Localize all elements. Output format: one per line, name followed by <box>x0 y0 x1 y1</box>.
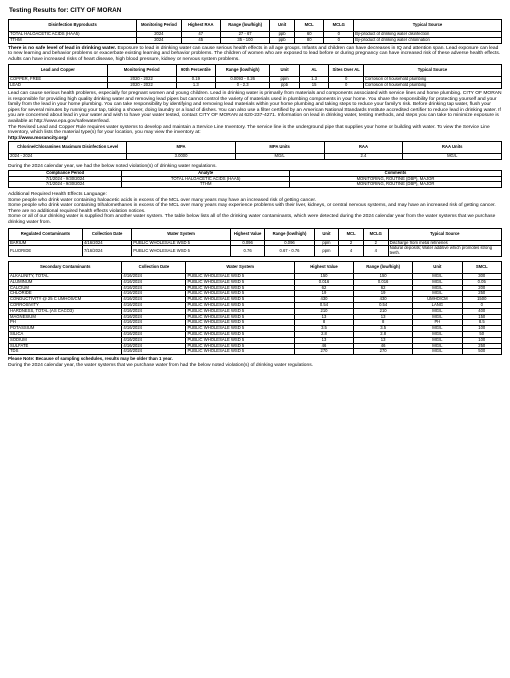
table-cell: 2.8 <box>354 332 413 338</box>
viol_table-header: Comments <box>289 170 501 176</box>
table-cell: SULFATE <box>9 343 122 349</box>
table-cell: MG/L <box>413 326 462 332</box>
table-cell: 2024 - 2024 <box>9 154 127 160</box>
table-cell: ppm <box>314 246 339 257</box>
table-cell: 4 <box>363 246 388 257</box>
table-cell: 8 <box>294 320 353 326</box>
table-cell: PUBLIC WHOLESALE WSD 5 <box>186 326 294 332</box>
table-cell: ppm <box>270 77 300 83</box>
table-cell: MG/L <box>413 291 462 297</box>
table-cell: 0.54 <box>294 303 353 309</box>
table-cell: MONITORING, ROUTINE (DBP), MAJOR <box>289 182 501 188</box>
table-cell: 13 <box>294 337 353 343</box>
reg_table-header: MCLG <box>363 228 388 240</box>
table-cell: 0.096 <box>230 240 265 246</box>
table-cell: PUBLIC WHOLESALE WSD 5 <box>132 240 231 246</box>
table-cell: 4 <box>339 246 364 257</box>
sec_table-header: Water System <box>186 262 294 274</box>
lc_table-header: Typical Source <box>363 65 501 77</box>
health-effects-tthm: Some people who drink water containing trihalomethanes in excess of the MCL over many years may experience problems with their liver, kidneys, or central nervous systems, and may have an increased risk of getting cancer. There are no additional required health effects violation notices. <box>8 203 496 214</box>
table-cell: 0.54 <box>354 303 413 309</box>
table-cell: MG/L <box>413 343 462 349</box>
table-cell: CONDUCTIVITY @ 25 C UMHOS/CM <box>9 297 122 303</box>
table-cell: 4/16/2024 <box>82 240 131 246</box>
sec_table-header: Collection Date <box>122 262 186 274</box>
table-cell: 8 <box>354 320 413 326</box>
viol_table-header: Analyte <box>122 170 290 176</box>
table-cell: 19 <box>354 291 413 297</box>
table-cell: MG/L <box>403 154 502 160</box>
table-cell: COPPER, FREE <box>9 77 108 83</box>
lc_table-header: AL <box>299 65 329 77</box>
table-cell: 4/16/2024 <box>122 285 186 291</box>
table-cell: PH <box>9 320 122 326</box>
table-cell: Corrosion of household plumbing <box>363 83 501 89</box>
table-cell: 0 - 2.3 <box>216 83 270 89</box>
table-cell: PUBLIC WHOLESALE WSD 5 <box>186 314 294 320</box>
reg_table-header: Water System <box>132 228 231 240</box>
sec_table-header: SMCL <box>462 262 501 274</box>
table-cell: 46 <box>294 343 353 349</box>
reg_table-header: Unit <box>314 228 339 240</box>
table-cell: FLUORIDE <box>9 246 83 257</box>
table-cell: 1500 <box>462 297 501 303</box>
health-effects-haa5: Some people who drink water containing haloacetic acids in excess of the MCL over many years may have an increased risk of getting cancer. <box>8 197 317 203</box>
table-cell: 250 <box>462 343 501 349</box>
table-cell: 7/1/2024 - 9/30/2024 <box>9 176 122 182</box>
table-cell: By-product of drinking water chlorination <box>354 37 502 43</box>
dbp-table <box>8 19 502 44</box>
table-row <box>9 349 502 355</box>
lc_table-header: 90th Percentile <box>176 65 215 77</box>
table-cell: 4/16/2024 <box>122 343 186 349</box>
reg_table-header: Highest Value <box>230 228 265 240</box>
table-row <box>9 246 502 257</box>
lc_table-header: Range (low/high) <box>216 65 270 77</box>
purchased-water-text: Some or all of our drinking water is supplied from another water system. The table below lists all of the drinking water contaminants, which were detected during the 2024 calendar year from the water systems that we purchase drinking water from. <box>8 214 496 226</box>
table-cell: 0.76 <box>230 246 265 257</box>
table-cell: 46 <box>354 343 413 349</box>
table-cell: MG/L <box>413 349 462 355</box>
table-cell: 3.0000 <box>127 154 235 160</box>
dbp_table-header: Unit <box>270 20 295 32</box>
table-cell: 0.05 <box>462 279 501 285</box>
table-cell: PUBLIC WHOLESALE WSD 5 <box>186 279 294 285</box>
table-cell: 62 <box>354 285 413 291</box>
table-cell: 210 <box>294 308 353 314</box>
table-cell: PUBLIC WHOLESALE WSD 5 <box>186 320 294 326</box>
table-cell: 2024 <box>137 37 181 43</box>
dbp_table-header: Highest RAA <box>181 20 220 32</box>
table-cell: 2020 - 2022 <box>107 77 176 83</box>
table-cell: 60 <box>294 32 324 38</box>
table-cell: PUBLIC WHOLESALE WSD 5 <box>186 291 294 297</box>
table-cell: MG/L <box>413 314 462 320</box>
table-cell: 0.67 - 0.76 <box>265 246 314 257</box>
sec_table-header: Range (low/high) <box>354 262 413 274</box>
table-cell: ppb <box>270 37 295 43</box>
table-cell: TTHM <box>9 37 137 43</box>
table-cell: 100 <box>462 337 501 343</box>
table-cell: 27 - 67 <box>220 32 269 38</box>
table-cell: 0 <box>329 77 364 83</box>
lc_table-header: Lead and Copper <box>9 65 108 77</box>
table-cell: SODIUM <box>9 337 122 343</box>
table-cell: MG/L <box>413 337 462 343</box>
table-cell: TTHM <box>122 182 290 188</box>
table-cell: TOTAL HALOACETIC ACIDS (HAA5) <box>122 176 290 182</box>
table-cell: Natural deposits; Water additive which promotes strong teeth. <box>388 246 501 257</box>
table-cell: MG/L <box>413 332 462 338</box>
table-cell: 0 <box>462 303 501 309</box>
table-cell: 0 <box>324 32 354 38</box>
chl_table-header: MPA Units <box>235 142 324 154</box>
table-cell: ppb <box>270 32 295 38</box>
table-cell: PUBLIC WHOLESALE WSD 5 <box>186 297 294 303</box>
table-cell: 0.096 <box>265 240 314 246</box>
table-cell: 13 <box>294 314 353 320</box>
table-cell: 80 <box>294 37 324 43</box>
table-cell: 300 <box>462 274 501 280</box>
table-row <box>9 37 502 43</box>
table-cell: PUBLIC WHOLESALE WSD 5 <box>186 337 294 343</box>
table-cell: CHLORIDE <box>9 291 122 297</box>
table-cell: PUBLIC WHOLESALE WSD 5 <box>186 274 294 280</box>
table-cell: 270 <box>294 349 353 355</box>
violation-table <box>8 170 502 188</box>
sec_table-header: Secondary Contaminants <box>9 262 122 274</box>
lead-copper-table <box>8 64 502 89</box>
table-cell: 0.016 <box>354 279 413 285</box>
reg_table-header: Typical Source <box>388 228 501 240</box>
table-cell: MG/L <box>413 308 462 314</box>
table-cell: 500 <box>462 349 501 355</box>
table-cell: MONITORING, ROUTINE (DBP), MAJOR <box>289 176 501 182</box>
table-cell: 150 <box>294 274 353 280</box>
lead-intro: Exposure to lead in drinking water can cause serious health effects in all age groups. Infants and children can have decreases in IQ and attention span. Lead exposure can lead to new learning and behavior problems or exacerbate existing learning and behavior problems. The children of women who are exposed to lead before or during pregnancy can have increased risk of these adverse health effects. Adults can have increased risks of heart disease, high blood pressure, kidney or nervous system problems. <box>8 45 501 62</box>
table-cell: 210 <box>354 308 413 314</box>
table-cell: 4/16/2024 <box>122 320 186 326</box>
service-line-paragraph: The Revised Lead and Copper Rule requires water systems to develop and maintain a Service Line Inventory. The service line is the underground pipe that supplies your home or building with water. To view the Service Line Inventory, which lists the material type(s) for your location, you may view the inventory at: <box>8 124 490 136</box>
table-cell: 0.19 <box>176 77 215 83</box>
dbp_table-header: Typical Source <box>354 20 502 32</box>
table-cell: ppm <box>314 240 339 246</box>
table-cell: PUBLIC WHOLESALE WSD 5 <box>186 285 294 291</box>
lc_table-header: Unit <box>270 65 300 77</box>
reg_table-header: Collection Date <box>82 228 131 240</box>
table-cell: By-product of drinking water disinfection <box>354 32 502 38</box>
table-cell: 2020 - 2022 <box>107 83 176 89</box>
table-cell: 0 <box>329 83 364 89</box>
table-cell: 0.0093 - 0.26 <box>216 77 270 83</box>
table-cell: MG/L <box>413 274 462 280</box>
table-cell: 47 <box>181 32 220 38</box>
lc_table-header: Sites Over AL <box>329 65 364 77</box>
table-cell: 35 - 100 <box>220 37 269 43</box>
table-cell: 2.8 <box>294 332 353 338</box>
table-cell: 3.5 <box>294 326 353 332</box>
table-cell: 0.016 <box>294 279 353 285</box>
sec_table-header: Unit <box>413 262 462 274</box>
table-cell: MG/L <box>235 154 324 160</box>
table-cell: 15 <box>299 83 329 89</box>
table-cell: 250 <box>462 291 501 297</box>
chlorine-table <box>8 141 502 160</box>
table-cell: 4/16/2024 <box>122 274 186 280</box>
table-cell: PUBLIC WHOLESALE WSD 5 <box>186 349 294 355</box>
chl_table-header: MPA <box>127 142 235 154</box>
table-cell: 4/16/2024 <box>122 337 186 343</box>
table-cell: 100 <box>462 326 501 332</box>
purchase-violation-text: During the 2024 calendar year, the water systems that we purchase water from had the below noted violation(s) of drinking water regulations. <box>8 363 314 369</box>
table-cell: LEAD <box>9 83 108 89</box>
table-cell: 150 <box>354 274 413 280</box>
table-cell: 7/1/2024 - 9/30/2024 <box>9 182 122 188</box>
table-cell: PUBLIC WHOLESALE WSD 5 <box>132 246 231 257</box>
dbp_table-header: Disinfection Byproducts <box>9 20 137 32</box>
table-cell: MG/L <box>413 285 462 291</box>
lead-warning-paragraph <box>8 46 502 63</box>
table-cell: 430 <box>294 297 353 303</box>
table-cell: PUBLIC WHOLESALE WSD 5 <box>186 332 294 338</box>
report-page <box>8 0 502 369</box>
sec_table-header: Highest Value <box>294 262 353 274</box>
table-cell: PUBLIC WHOLESALE WSD 5 <box>186 308 294 314</box>
table-cell: 3.5 <box>354 326 413 332</box>
chl_table-header: RAA Units <box>403 142 502 154</box>
lead-heading: There is no safe level of lead in drinking water. <box>8 45 117 51</box>
secondary-table <box>8 261 502 355</box>
regulated-table <box>8 228 502 257</box>
table-cell: MG/L <box>413 279 462 285</box>
table-cell: 50 <box>462 332 501 338</box>
table-cell: 4/16/2024 <box>122 308 186 314</box>
table-cell: MAGNESIUM <box>9 314 122 320</box>
table-cell: PUBLIC WHOLESALE WSD 5 <box>186 343 294 349</box>
reg_table-header: MCL <box>339 228 364 240</box>
table-cell: CORROSIVITY <box>9 303 122 309</box>
dbp_table-header: Range (low/high) <box>220 20 269 32</box>
table-cell: 4/16/2024 <box>122 326 186 332</box>
table-cell: 4/16/2024 <box>122 303 186 309</box>
table-cell: 2.4 <box>324 154 403 160</box>
table-cell: 4/16/2024 <box>122 279 186 285</box>
table-cell: SILICA <box>9 332 122 338</box>
service-line-link[interactable]: http://www.morancity.org/ <box>8 135 68 141</box>
table-cell: 1.3 <box>299 77 329 83</box>
table-cell: 200 <box>462 285 501 291</box>
table-cell: 13 <box>354 337 413 343</box>
table-cell: 1.3 <box>176 83 215 89</box>
table-cell: 270 <box>354 349 413 355</box>
table-cell: 2 <box>363 240 388 246</box>
table-cell: Discharge from metal refineries <box>388 240 501 246</box>
table-cell: 4/16/2024 <box>122 297 186 303</box>
table-cell: 4/16/2024 <box>122 291 186 297</box>
page-title: Testing Results for: CITY OF MORAN <box>9 7 122 14</box>
reg_table-header: Regulated Contaminants <box>9 228 83 240</box>
reg_table-header: Range (low/high) <box>265 228 314 240</box>
dbp_table-header: MCLG <box>324 20 354 32</box>
table-cell: PH <box>413 320 462 326</box>
lead-paragraph: Lead can cause serious health problems, especially for pregnant women and young children. Lead in drinking water is primarily from materials and components associated with service lines and home plumbing. CITY OF MORAN is responsible for providing high quality drinking water and removing lead pipes but cannot control the variety of materials used in plumbing components in your home. You share the responsibility for protecting yourself and your family from the lead in your home plumbing. You can take responsibility by identifying and removing lead materials within your home plumbing and taking steps to reduce your family's risk. Before drinking tap water, flush your pipes for several minutes by running your tap, taking a shower, doing laundry or a load of dishes. You can also use a filter certified by an American National Standards Institute accredited certifier to reduce lead in drinking water. If you are concerned about lead in your water and wish to have your water tested, contact CITY OF MORAN at 620-237-4271. Information on lead in drinking water, testing methods, and steps you can take to minimize exposure is available at http://www.epa.gov/safewater/lead. <box>8 90 502 124</box>
please-note: Please Note: Because of sampling schedules, results may be older than 1 year. <box>8 356 173 362</box>
chl_table-header: RAA <box>324 142 403 154</box>
chl_table-header: Chlorine/Chloramines Maximum Disinfection Level <box>9 142 127 154</box>
table-cell: 19 <box>294 291 353 297</box>
table-cell: 45 <box>181 37 220 43</box>
table-cell: CALCIUM <box>9 285 122 291</box>
table-cell: BARIUM <box>9 240 83 246</box>
additional-heading: Additional Required Health Effects Language: <box>8 192 107 198</box>
table-cell: PUBLIC WHOLESALE WSD 5 <box>186 303 294 309</box>
table-cell: 62 <box>294 285 353 291</box>
dbp_table-header: Monitoring Period <box>137 20 181 32</box>
table-cell: TOTAL HALOACETIC ACIDS (HAA5) <box>9 32 137 38</box>
table-cell: UMHO/CM <box>413 297 462 303</box>
table-row <box>9 182 502 188</box>
dbp_table-header: MCL <box>294 20 324 32</box>
table-row <box>9 83 502 89</box>
violation-text: During the 2024 calendar year, we had the below noted violation(s) of drinking water regulations. <box>8 164 217 170</box>
table-cell: 4/16/2024 <box>122 332 186 338</box>
table-cell: ALUMINUM <box>9 279 122 285</box>
table-row <box>9 154 502 160</box>
table-cell: 4/16/2024 <box>122 349 186 355</box>
table-cell: 2024 <box>137 32 181 38</box>
table-cell: 4/16/2024 <box>122 314 186 320</box>
viol_table-header: Compliance Period <box>9 170 122 176</box>
table-cell: 7/16/2024 <box>82 246 131 257</box>
table-cell: 150 <box>462 314 501 320</box>
table-cell: LANG <box>413 303 462 309</box>
table-cell: TDS <box>9 349 122 355</box>
table-cell: ppb <box>270 83 300 89</box>
table-cell: 13 <box>354 314 413 320</box>
table-cell: 8.5 <box>462 320 501 326</box>
table-cell: HARDNESS, TOTAL (AS CACO3) <box>9 308 122 314</box>
table-cell: 400 <box>462 308 501 314</box>
table-cell: ALKALINITY, TOTAL <box>9 274 122 280</box>
table-cell: Corrosion of household plumbing <box>363 77 501 83</box>
table-cell: 0 <box>324 37 354 43</box>
table-cell: 430 <box>354 297 413 303</box>
table-cell: POTASSIUM <box>9 326 122 332</box>
lc_table-header: Monitoring Period <box>107 65 176 77</box>
table-cell: 2 <box>339 240 364 246</box>
